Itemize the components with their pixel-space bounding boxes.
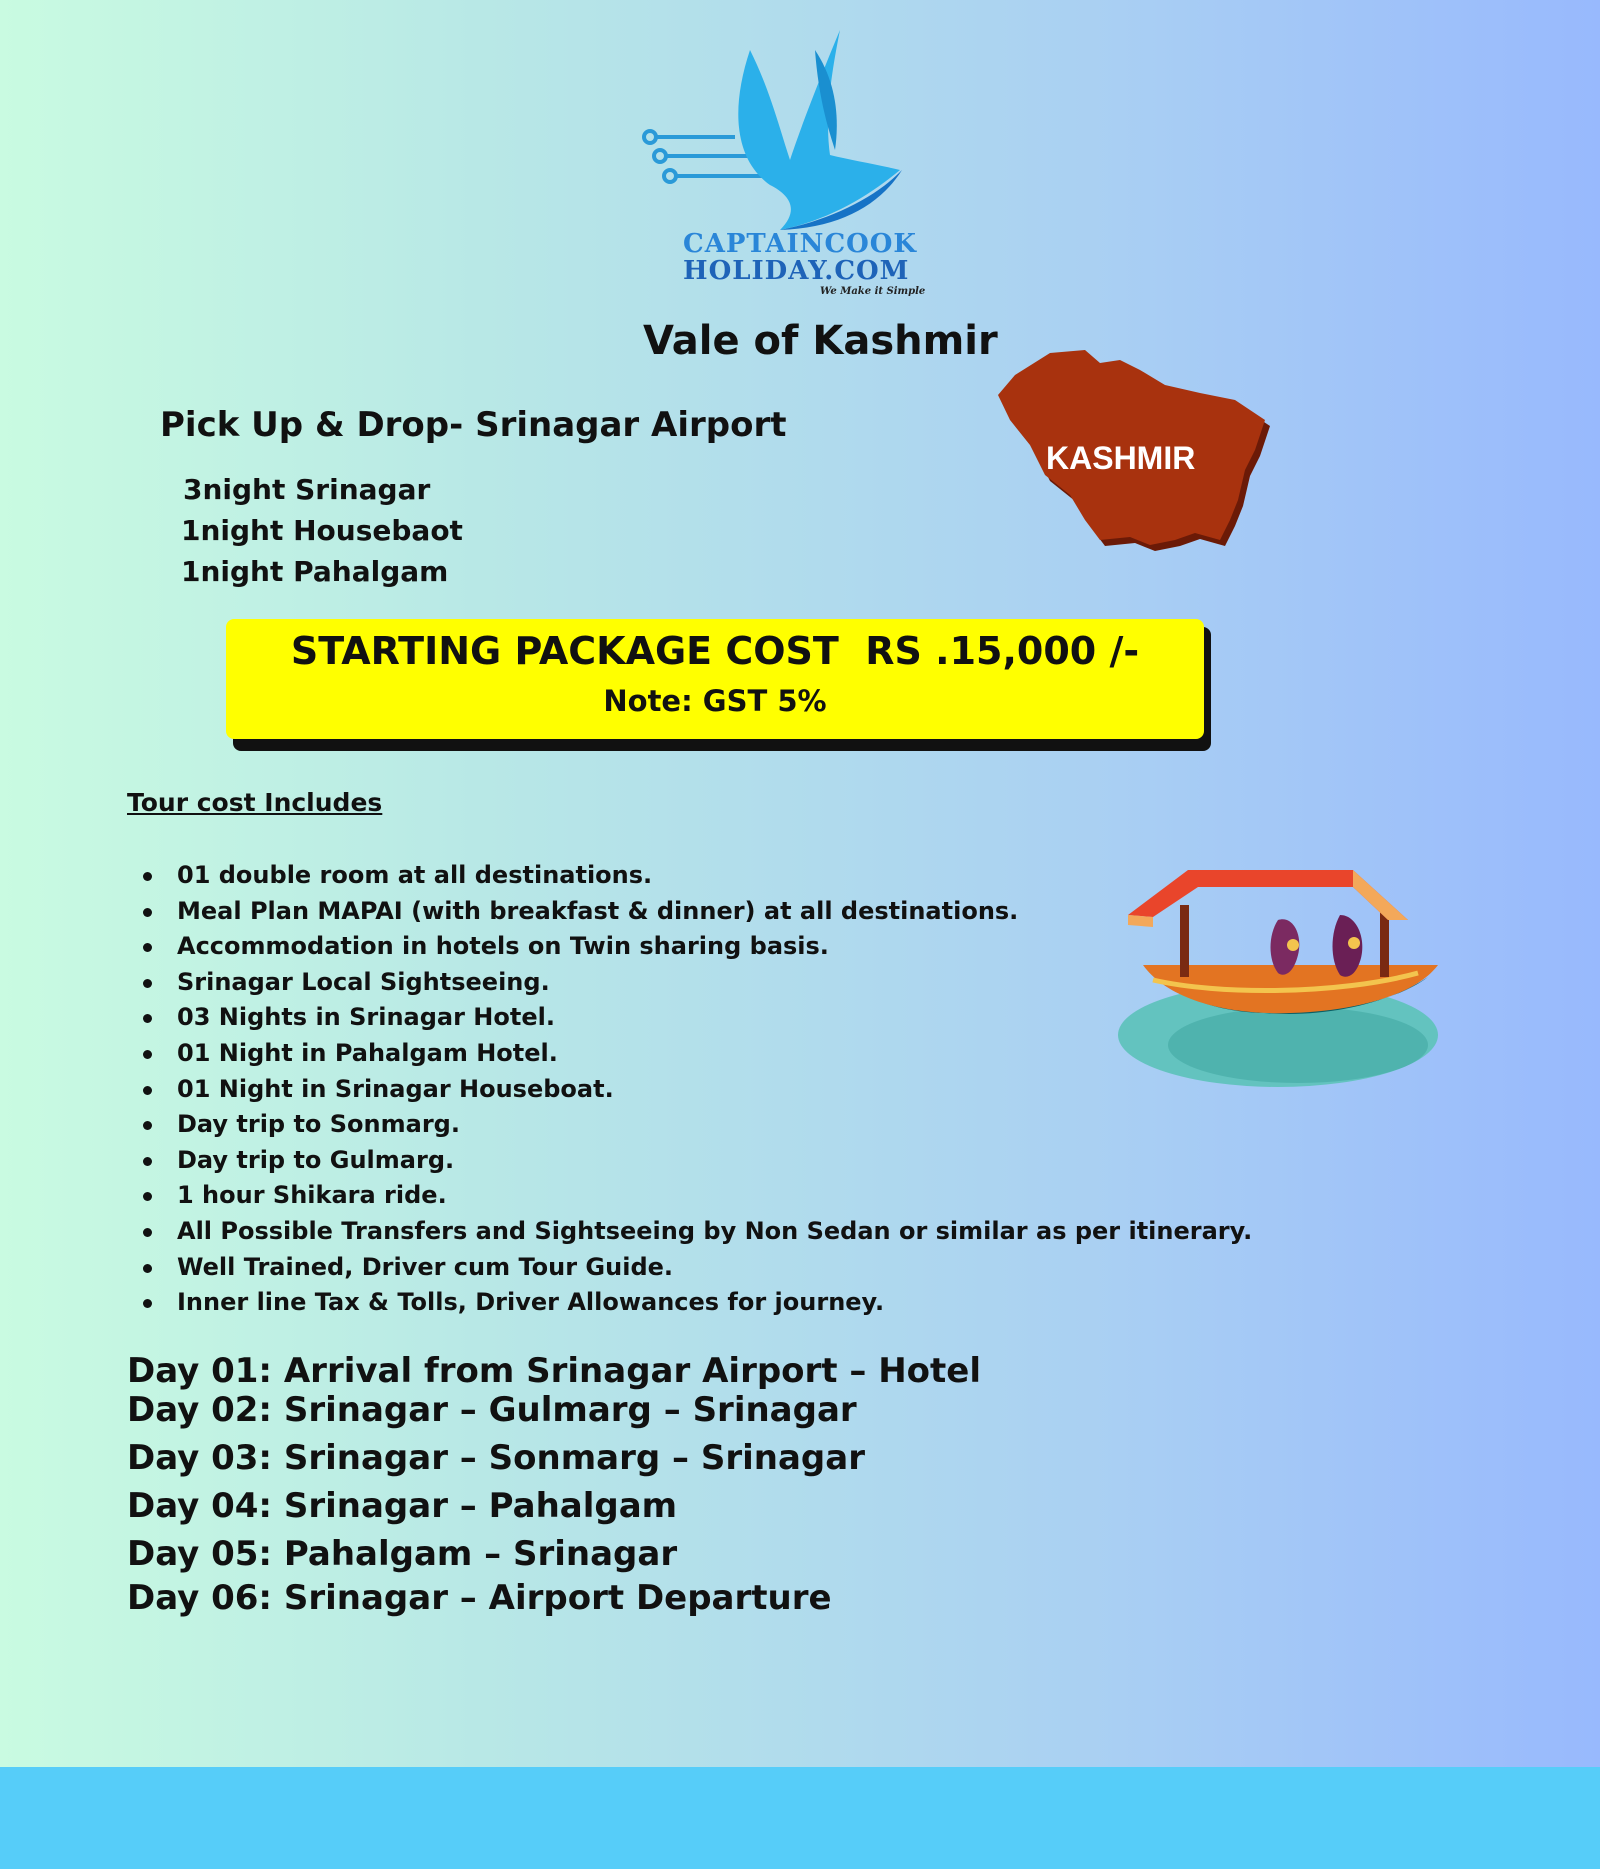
brand-name-line1: CAPTAINCOOK — [683, 229, 918, 259]
list-item: 01 double room at all destinations. — [138, 858, 1178, 894]
list-item: Srinagar Local Sightseeing. — [138, 965, 1178, 1001]
list-item: 1 hour Shikara ride. — [138, 1178, 1178, 1214]
night-item: 1night Pahalgam — [181, 555, 449, 588]
page-title: Vale of Kashmir — [643, 318, 998, 364]
list-item: Day trip to Sonmarg. — [138, 1107, 1178, 1143]
itinerary-day: Day 03: Srinagar – Sonmarg – Srinagar — [127, 1438, 865, 1478]
itinerary-day: Day 06: Srinagar – Airport Departure — [127, 1578, 832, 1618]
itinerary-day: Day 04: Srinagar – Pahalgam — [127, 1486, 678, 1526]
pickup-drop-info: Pick Up & Drop- Srinagar Airport — [160, 405, 787, 445]
list-item: Meal Plan MAPAI (with breakfast & dinner) at all destinations. — [138, 894, 1178, 930]
includes-list — [138, 858, 1253, 1321]
list-item: Accommodation in hotels on Twin sharing basis. — [138, 929, 1178, 965]
map-label: KASHMIR — [1046, 440, 1196, 476]
list-item: 01 Night in Srinagar Houseboat. — [138, 1072, 1178, 1108]
brand-tagline: We Make it Simple — [820, 286, 926, 297]
itinerary-day: Day 01: Arrival from Srinagar Airport – Hotel — [127, 1351, 982, 1391]
gst-note: Note: GST 5% — [603, 684, 827, 718]
night-item: 3night Srinagar — [183, 473, 431, 506]
price-text: STARTING PACKAGE COST RS .15,000 /- — [290, 629, 1140, 673]
list-item: Well Trained, Driver cum Tour Guide. — [138, 1250, 1178, 1286]
list-item: All Possible Transfers and Sightseeing by Non Sedan or similar as per itinerary. — [138, 1214, 1178, 1250]
brand-name-line2: HOLIDAY.COM — [683, 256, 910, 286]
night-item: 1night Housebaot — [181, 514, 463, 547]
list-item: Inner line Tax & Tolls, Driver Allowances for journey. — [138, 1285, 1178, 1321]
list-item: 01 Night in Pahalgam Hotel. — [138, 1036, 1178, 1072]
list-item: Day trip to Gulmarg. — [138, 1143, 1178, 1179]
footer-bar — [0, 1767, 1600, 1869]
itinerary-day: Day 02: Srinagar – Gulmarg – Srinagar — [127, 1390, 857, 1430]
list-item: 03 Nights in Srinagar Hotel. — [138, 1000, 1178, 1036]
includes-heading: Tour cost Includes — [127, 788, 383, 817]
itinerary-day: Day 05: Pahalgam – Srinagar — [127, 1534, 678, 1574]
shikara-boat-icon — [1118, 845, 1448, 1095]
